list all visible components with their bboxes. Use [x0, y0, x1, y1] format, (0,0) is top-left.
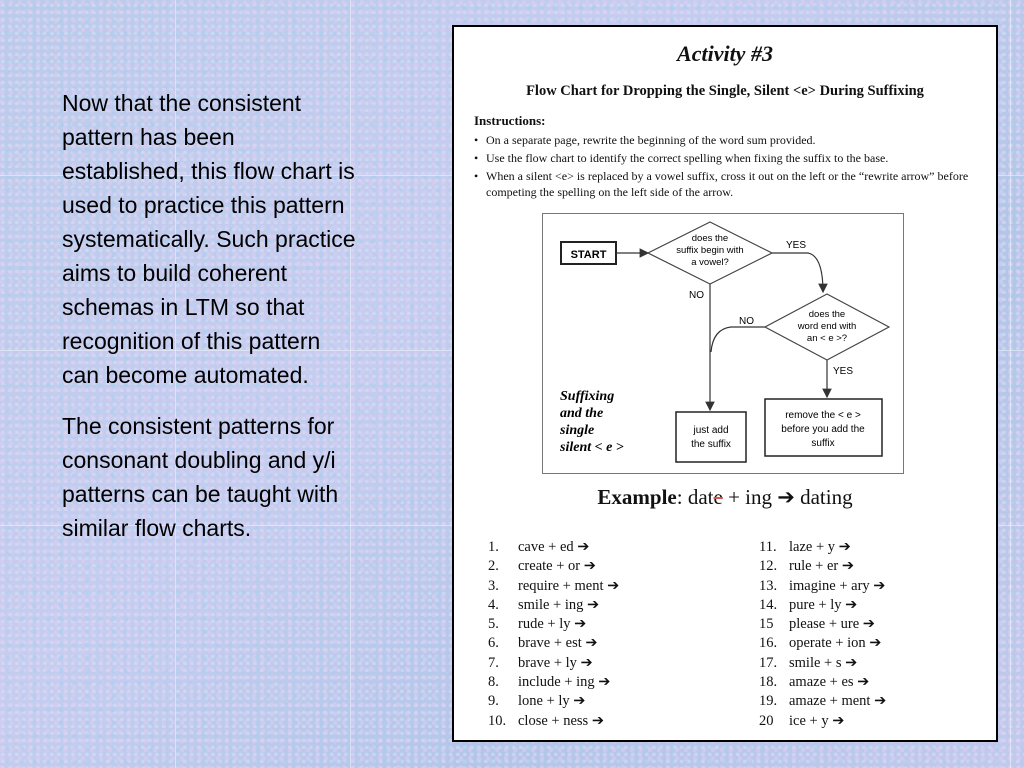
just-add-line1: just add: [693, 425, 729, 436]
instruction-item: • Use the flow chart to identify the correct spelling when fixing the suffix to the base.: [474, 150, 974, 166]
instructions-heading: Instructions:: [474, 113, 546, 128]
decision2-line1: does the: [808, 309, 846, 320]
decision2-line2: word end with: [797, 321, 857, 332]
exercise-item: [488, 634, 619, 653]
example-crossed-e: e: [713, 485, 723, 509]
flowchart-svg: [543, 214, 905, 475]
exercise-number: 17.: [759, 654, 778, 671]
exercise-number: 14.: [759, 596, 778, 613]
exercise-text: create + or ➔: [518, 558, 596, 575]
exercise-number: 10.: [488, 712, 507, 729]
exercise-item: [759, 577, 886, 596]
exercise-text: imagine + ary ➔: [789, 577, 886, 594]
decision1-line2: suffix begin with: [676, 245, 744, 256]
exercise-number: 7.: [488, 654, 499, 671]
grid-line: [1010, 0, 1011, 768]
example-label: Example: [597, 485, 677, 509]
caption-line4: silent < e >: [560, 440, 624, 455]
exercise-number: 15: [759, 616, 774, 633]
exercise-text: operate + ion ➔: [789, 635, 882, 652]
exercise-number: 13.: [759, 577, 778, 594]
just-add-box: [676, 412, 746, 462]
exercise-text: require + ment ➔: [518, 577, 620, 594]
yes-label-2: YES: [833, 366, 854, 377]
exercise-text: please + ure ➔: [789, 616, 875, 633]
exercise-item: [488, 654, 619, 673]
document-subtitle: Flow Chart for Dropping the Single, Silent <e> During Suffixing: [526, 83, 924, 99]
exercise-text: laze + y ➔: [789, 539, 851, 555]
exercise-item: [488, 615, 619, 634]
exercise-text: ice + y ➔: [789, 712, 845, 729]
remove-line1: remove the < e >: [785, 410, 861, 421]
example-line: [454, 485, 996, 510]
exercise-number: 11.: [759, 539, 777, 555]
just-add-line2: the suffix: [691, 439, 731, 450]
exercise-text: pure + ly ➔: [789, 596, 858, 613]
exercise-text: lone + ly ➔: [518, 693, 586, 710]
exercise-number: 8.: [488, 674, 499, 691]
exercise-text: close + ness ➔: [518, 712, 604, 729]
start-label: START: [570, 249, 607, 261]
exercise-number: 6.: [488, 635, 499, 652]
caption-line2: and the: [560, 406, 604, 421]
exercise-text: cave + ed ➔: [518, 539, 590, 555]
exercise-item: [488, 712, 619, 731]
exercise-item: [759, 692, 886, 711]
instruction-item: • On a separate page, rewrite the beginning of the word sum provided.: [474, 132, 974, 148]
exercise-number: 5.: [488, 616, 499, 633]
slide-text: [62, 86, 442, 562]
decision1-line3: a vowel?: [691, 257, 729, 268]
exercise-list-right: [759, 538, 886, 731]
exercise-list-left: [488, 538, 619, 731]
instruction-item: • When a silent <e> is replaced by a vowel suffix, cross it out on the left or the “rewrite arrow” before competing the spelling on the left side of the arrow.: [474, 168, 974, 200]
decision1-line1: does the: [691, 233, 729, 244]
remove-line3: suffix: [811, 438, 835, 449]
document-title: Activity #3: [677, 41, 773, 66]
exercise-item: [759, 538, 886, 557]
exercise-item: [759, 712, 886, 731]
exercise-text: brave + ly ➔: [518, 654, 593, 671]
yes-label-1: YES: [786, 240, 807, 251]
exercise-item: [488, 538, 619, 557]
exercise-number: 12.: [759, 558, 778, 575]
exercise-item: [488, 557, 619, 576]
activity-document: [452, 25, 998, 742]
exercise-item: [759, 557, 886, 576]
exercise-item: [488, 692, 619, 711]
decision2-line3: an < e >?: [806, 333, 848, 344]
exercise-number: 16.: [759, 635, 778, 652]
exercise-item: [488, 577, 619, 596]
paragraph-2: The consistent patterns for consonant doubling and y/i patterns can be taught with similar flow charts.: [62, 413, 339, 541]
exercise-item: [759, 596, 886, 615]
exercise-text: include + ing ➔: [518, 674, 611, 691]
exercise-item: [759, 634, 886, 653]
flowchart: [542, 213, 904, 474]
remove-line2: before you add the: [781, 424, 865, 435]
exercise-item: [488, 596, 619, 615]
exercise-text: smile + s ➔: [789, 654, 858, 671]
example-text-b: + ing ➔ dating: [722, 485, 853, 509]
exercise-text: rule + er ➔: [789, 558, 855, 575]
paragraph-1: Now that the consistent pattern has been established, this flow chart is used to practice this pattern systematically. Such practice aims to build coherent schemas in LTM so that recognition of this pattern can become automated.: [62, 90, 356, 388]
exercise-text: brave + est ➔: [518, 635, 598, 652]
exercise-number: 20: [759, 712, 774, 729]
exercise-item: [488, 673, 619, 692]
exercise-number: 2.: [488, 558, 499, 575]
exercise-text: rude + ly ➔: [518, 616, 587, 633]
exercise-item: [759, 615, 886, 634]
exercise-text: amaze + ment ➔: [789, 693, 887, 710]
exercise-number: 1.: [488, 539, 499, 555]
no-label-1: NO: [689, 290, 704, 301]
example-text-a: : dat: [676, 485, 714, 509]
exercise-number: 3.: [488, 577, 499, 594]
instructions-list: [474, 132, 974, 202]
yes-arrow-1: [772, 253, 823, 292]
exercise-number: 19.: [759, 693, 778, 710]
exercise-item: [759, 654, 886, 673]
caption-line1: Suffixing: [560, 389, 615, 404]
exercise-number: 9.: [488, 693, 499, 710]
exercise-item: [759, 673, 886, 692]
exercise-text: amaze + es ➔: [789, 674, 870, 691]
exercise-number: 18.: [759, 674, 778, 691]
exercise-text: smile + ing ➔: [518, 596, 600, 613]
no-label-2: NO: [739, 316, 754, 327]
exercise-number: 4.: [488, 596, 499, 613]
no-arrow-2: [711, 327, 765, 352]
caption-line3: single: [560, 423, 595, 438]
